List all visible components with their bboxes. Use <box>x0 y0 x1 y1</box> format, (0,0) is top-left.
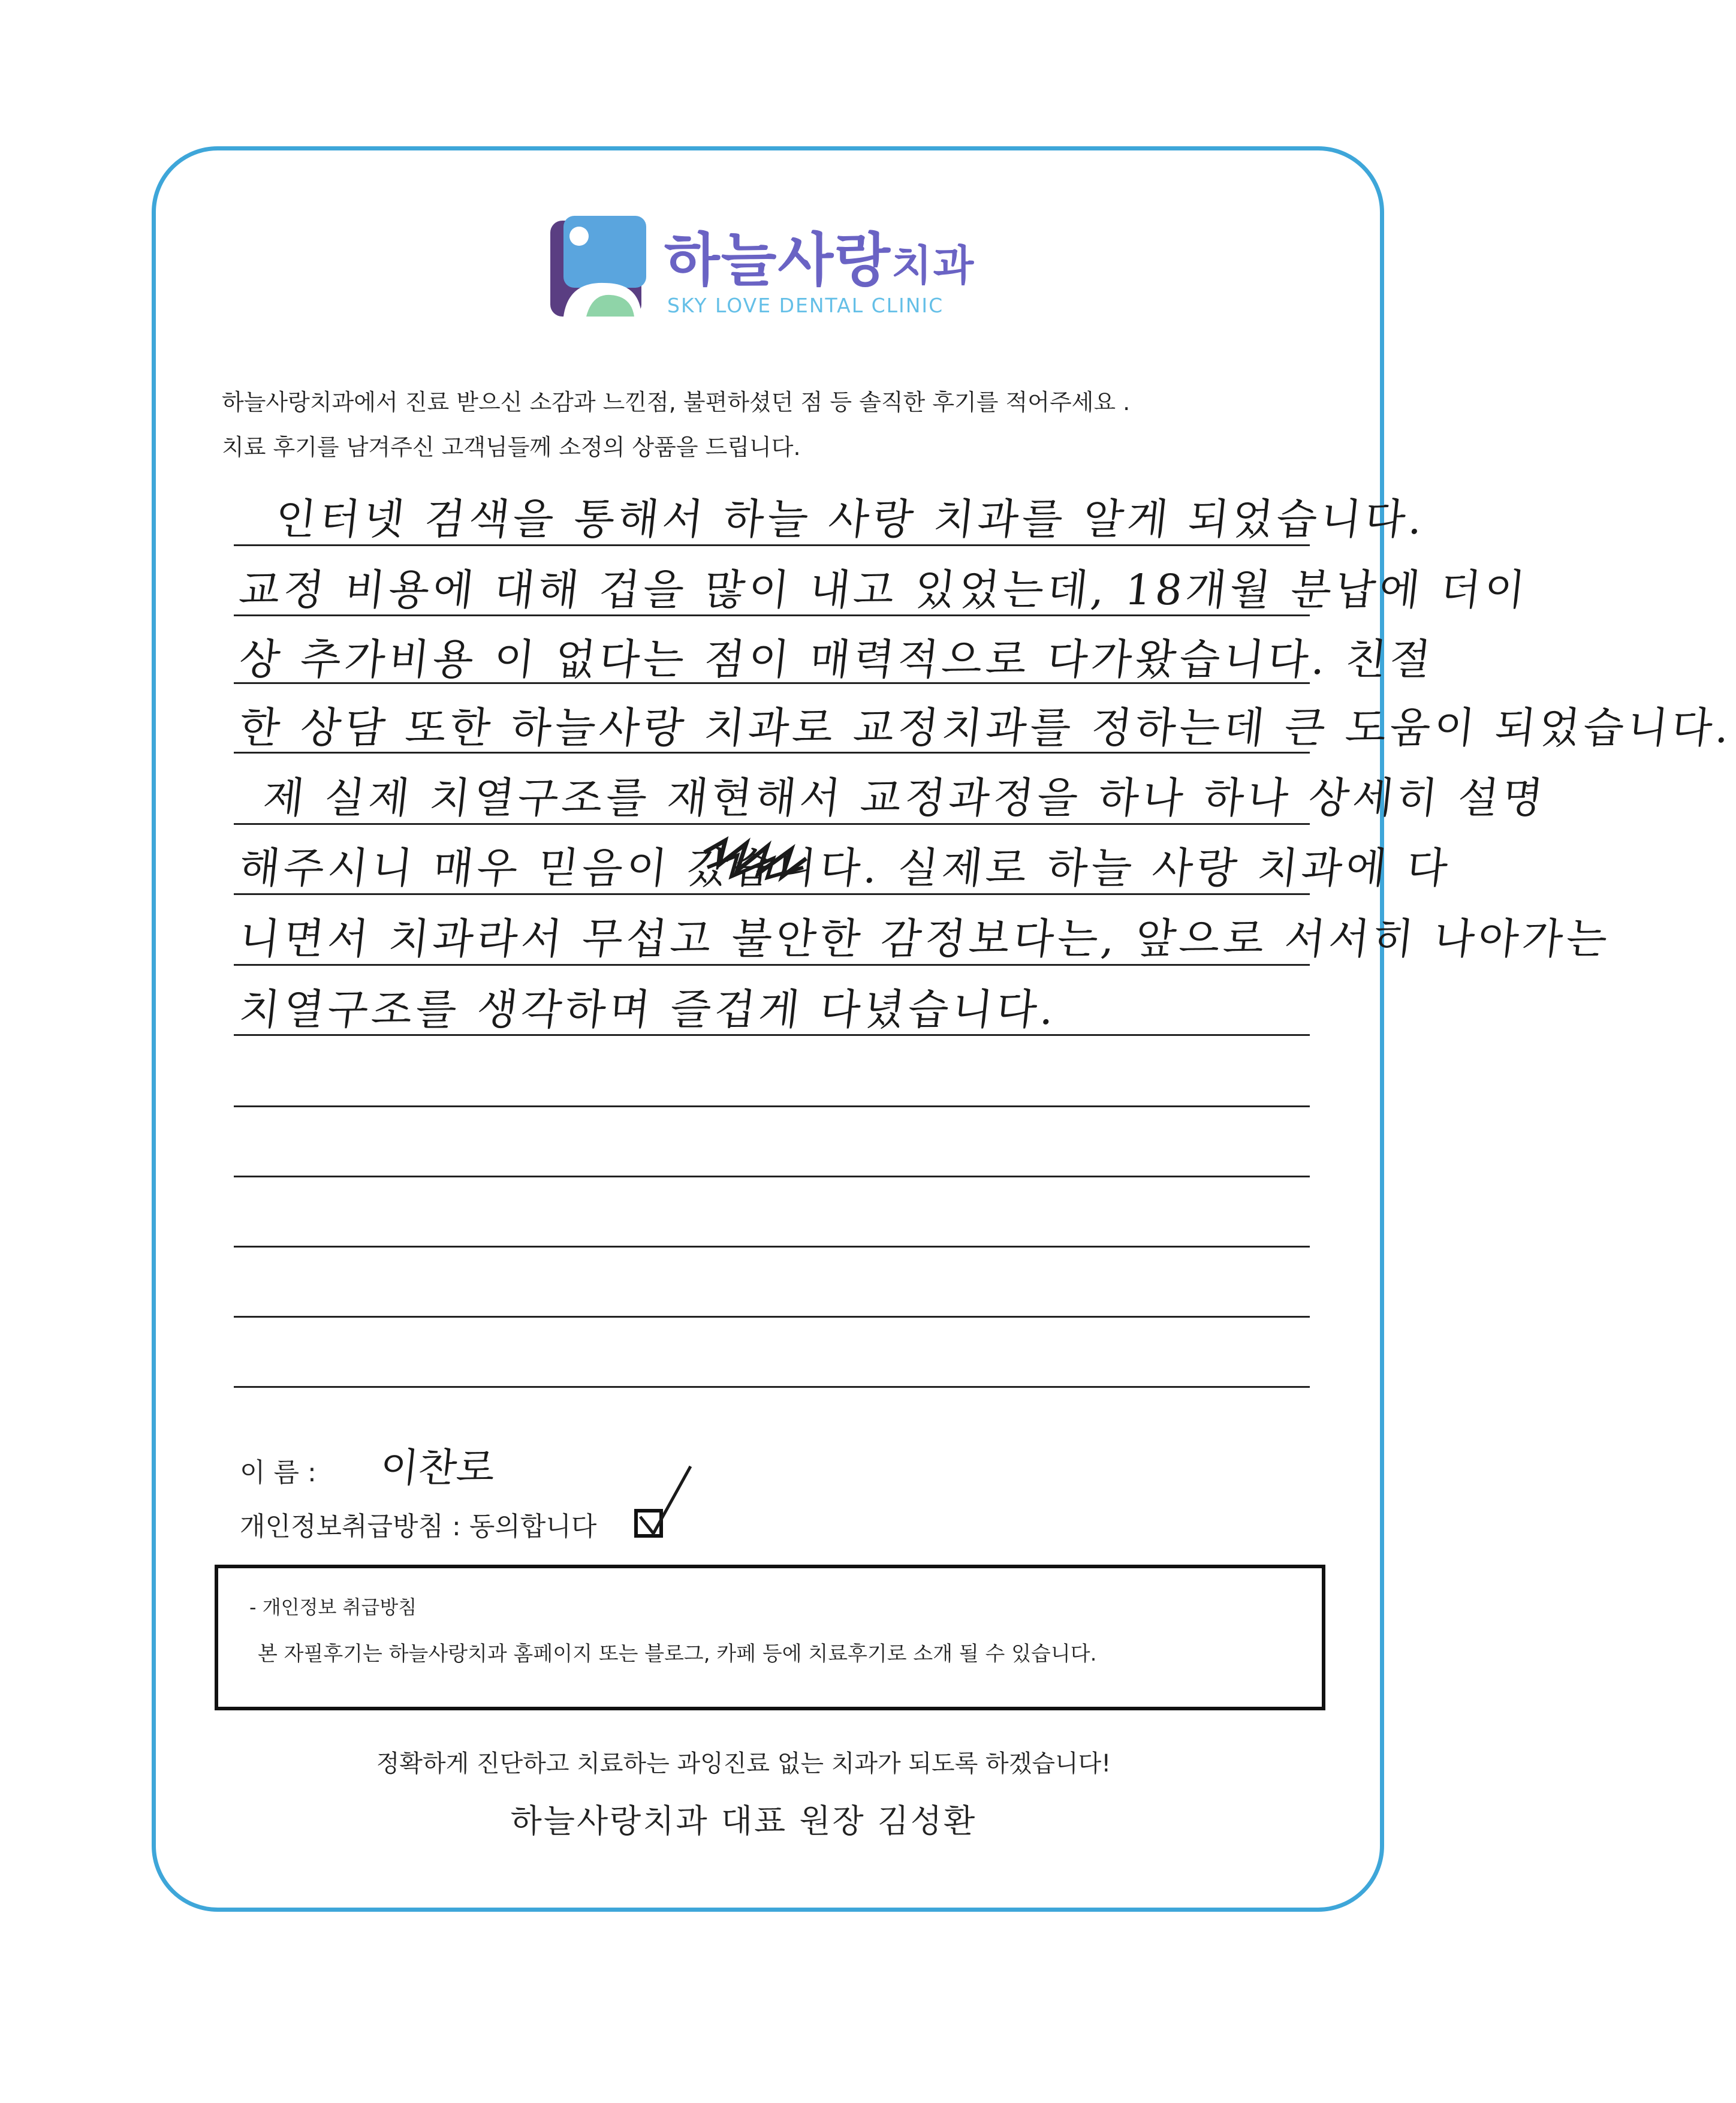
review-line: 교정 비용에 대해 겁을 많이 내고 있었는데, 18개월 분납에 더이 <box>237 565 1532 614</box>
director-signature: 하늘사랑치과 대표 원장 김성환 <box>510 1802 977 1840</box>
intro-line-2: 치료 후기를 남겨주신 고객님들께 소정의 상품을 드립니다. <box>222 434 801 460</box>
ruled-line <box>234 1105 1310 1107</box>
review-line: 한 상담 또한 하늘사랑 치과로 교정치과를 정하는데 큰 도움이 되었습니다. <box>237 703 1735 752</box>
review-line: 제 실제 치열구조를 재현해서 교정과정을 하나 하나 상세히 설명 <box>261 773 1549 822</box>
name-value[interactable]: 이찬로 <box>378 1445 498 1491</box>
privacy-notice-body: 본 자필후기는 하늘사랑치과 홈페이지 또는 블로그, 카페 등에 치료후기로 소개 될 수 있습니다. <box>258 1642 1097 1666</box>
crossed-out-scribble <box>701 834 809 882</box>
intro-line-1: 하늘사랑치과에서 진료 받으신 소감과 느낀점, 불편하셨던 점 등 솔직한 후기를 적어주세요 . <box>222 389 1131 415</box>
clinic-name: 하늘사랑치과 <box>664 227 975 294</box>
privacy-notice-title: - 개인정보 취급방침 <box>249 1596 417 1619</box>
clinic-pledge: 정확하게 진단하고 치료하는 과잉진료 없는 치과가 되도록 하겠습니다! <box>376 1750 1111 1777</box>
clinic-english-name: SKY LOVE DENTAL CLINIC <box>667 294 944 317</box>
review-line: 인터넷 검색을 통해서 하늘 사랑 치과를 알게 되었습니다. <box>273 495 1429 544</box>
check-icon <box>635 1463 695 1541</box>
ruled-line <box>234 1176 1310 1177</box>
clinic-logo <box>550 210 982 324</box>
ruled-line <box>234 1316 1310 1318</box>
consent-label: 개인정보취급방침 : 동의합니다 <box>240 1511 597 1542</box>
review-line: 니면서 치과라서 무섭고 불안한 감정보다는, 앞으로 서서히 나아가는 <box>237 914 1614 963</box>
review-line: 상 추가비용 이 없다는 점이 매력적으로 다가왔습니다. 친절 <box>237 635 1437 684</box>
name-label: 이 름 : <box>240 1457 317 1488</box>
tooth-logo-icon <box>550 216 646 321</box>
ruled-line <box>234 1386 1310 1388</box>
ruled-line <box>234 1246 1310 1248</box>
privacy-notice-box <box>215 1565 1325 1710</box>
review-writing-area <box>234 468 1735 1415</box>
review-line: 치열구조를 생각하며 즐겁게 다녔습니다. <box>237 985 1060 1034</box>
review-line: 해주시니 매우 믿음이 갔습니다. 실제로 하늘 사랑 치과에 다 <box>237 843 1454 893</box>
